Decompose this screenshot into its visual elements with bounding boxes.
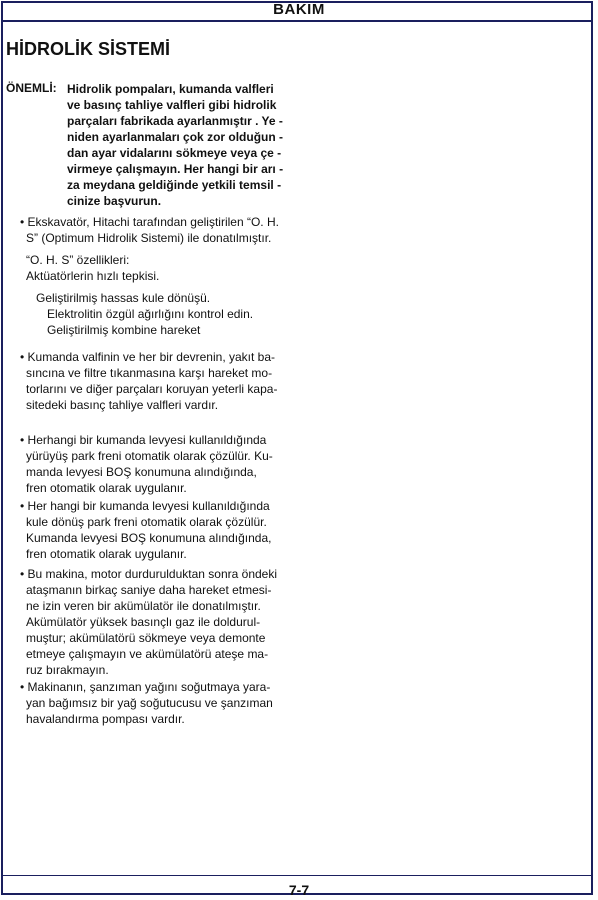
- bullet-line: muştur; akümülatörü sökmeye veya demonte: [26, 631, 266, 645]
- header-divider: [3, 20, 593, 22]
- header-title: BAKIM: [273, 1, 325, 18]
- bullet-line: ruz bırakmayın.: [26, 663, 109, 677]
- notice-line: dan ayar vidalarını sökmeye veya çe -: [67, 146, 282, 160]
- bullet-accumulator: [20, 566, 295, 678]
- bullet-line: • Makinanın, şanzıman yağını soğutmaya yara-: [20, 680, 271, 694]
- feature-item: Elektrolitin özgül ağırlığını kontrol edin.: [47, 307, 254, 321]
- notice-line: parçaları fabrikada ayarlanmıştır . Ye -: [67, 114, 283, 128]
- bullet-line: • Bu makina, motor durdurulduktan sonra öndeki: [20, 567, 278, 581]
- bullet-relief-valves: [20, 349, 295, 413]
- bullet-line: fren otomatik olarak uygulanır.: [26, 547, 187, 561]
- bullet-line: • Herhangi bir kumanda levyesi kullanıldığında: [20, 433, 267, 447]
- bullet-line: fren otomatik olarak uygulanır.: [26, 481, 187, 495]
- bullet-travel-brake: [20, 432, 295, 496]
- section-title: HİDROLİK SİSTEMİ: [6, 39, 171, 59]
- notice-line: ve basınç tahliye valfleri gibi hidrolik: [67, 98, 277, 112]
- bullet-line: yan bağımsız bir yağ soğutucusu ve şanzıman: [26, 696, 273, 710]
- bullet-line: sıncına ve filtre tıkanmasına karşı hareket mo-: [26, 366, 273, 380]
- bullet-swing-brake: [20, 498, 295, 562]
- notice-line: cinize başvurun.: [67, 194, 162, 208]
- bullet-line: sitedeki basınç tahliye valfleri vardır.: [26, 398, 219, 412]
- bullet-line: • Kumanda valfinin ve her bir devrenin, yakıt ba-: [20, 350, 275, 364]
- important-notice: [67, 81, 291, 209]
- bullet-line: kule dönüş park freni otomatik olarak çözülür.: [26, 515, 267, 529]
- bullet-line: havalandırma pompası vardır.: [26, 712, 185, 726]
- features-list: [36, 290, 311, 338]
- bullet-line: Akümülatör yüksek basınçlı gaz ile doldurul-: [26, 615, 261, 629]
- ohs-features: [26, 252, 301, 284]
- bullet-oil-cooler: [20, 679, 295, 727]
- bullet-line: Kumanda levyesi BOŞ konumuna alındığında,: [26, 531, 272, 545]
- bullet-line: manda levyesi BOŞ konumuna alındığında,: [26, 465, 257, 479]
- bullet-line: etmeye çalışmayın ve akümülatörü ateşe ma-: [26, 647, 269, 661]
- features-heading: “O. H. S” özellikleri:: [26, 253, 130, 267]
- feature-item: Geliştirilmiş hassas kule dönüşü.: [36, 291, 211, 305]
- features-line: Aktüatörlerin hızlı tepkisi.: [26, 269, 160, 283]
- bullet-line: yürüyüş park freni otomatik olarak çözülür. Ku-: [26, 449, 273, 463]
- bullet-line: ne izin veren bir akümülatör ile donatılmıştır.: [26, 599, 261, 613]
- notice-line: Hidrolik pompaları, kumanda valfleri: [67, 82, 274, 96]
- bullet-line: ataşmanın birkaç saniye daha hareket etmesi-: [26, 583, 272, 597]
- bullet-line: • Ekskavatör, Hitachi tarafından geliştirilen “O. H.: [20, 215, 279, 229]
- bullet-line: torlarını ve diğer parçaları koruyan yeterli kapa-: [26, 382, 278, 396]
- notice-line: virmeye çalışmayın. Her hangi bir arı -: [67, 162, 284, 176]
- feature-item: Geliştirilmiş kombine hareket: [47, 323, 201, 337]
- important-label: ÖNEMLİ:: [6, 81, 57, 95]
- bullet-ohs: [20, 214, 295, 246]
- footer-divider: [3, 875, 593, 876]
- page-number: 7-7: [288, 882, 310, 898]
- bullet-line: • Her hangi bir kumanda levyesi kullanıldığında: [20, 499, 270, 513]
- notice-line: za meydana geldiğinde yetkili temsil -: [67, 178, 282, 192]
- bullet-line: S” (Optimum Hidrolik Sistemi) ile donatılmıştır.: [26, 231, 272, 245]
- notice-line: niden ayarlanmaları çok zor olduğun -: [67, 130, 284, 144]
